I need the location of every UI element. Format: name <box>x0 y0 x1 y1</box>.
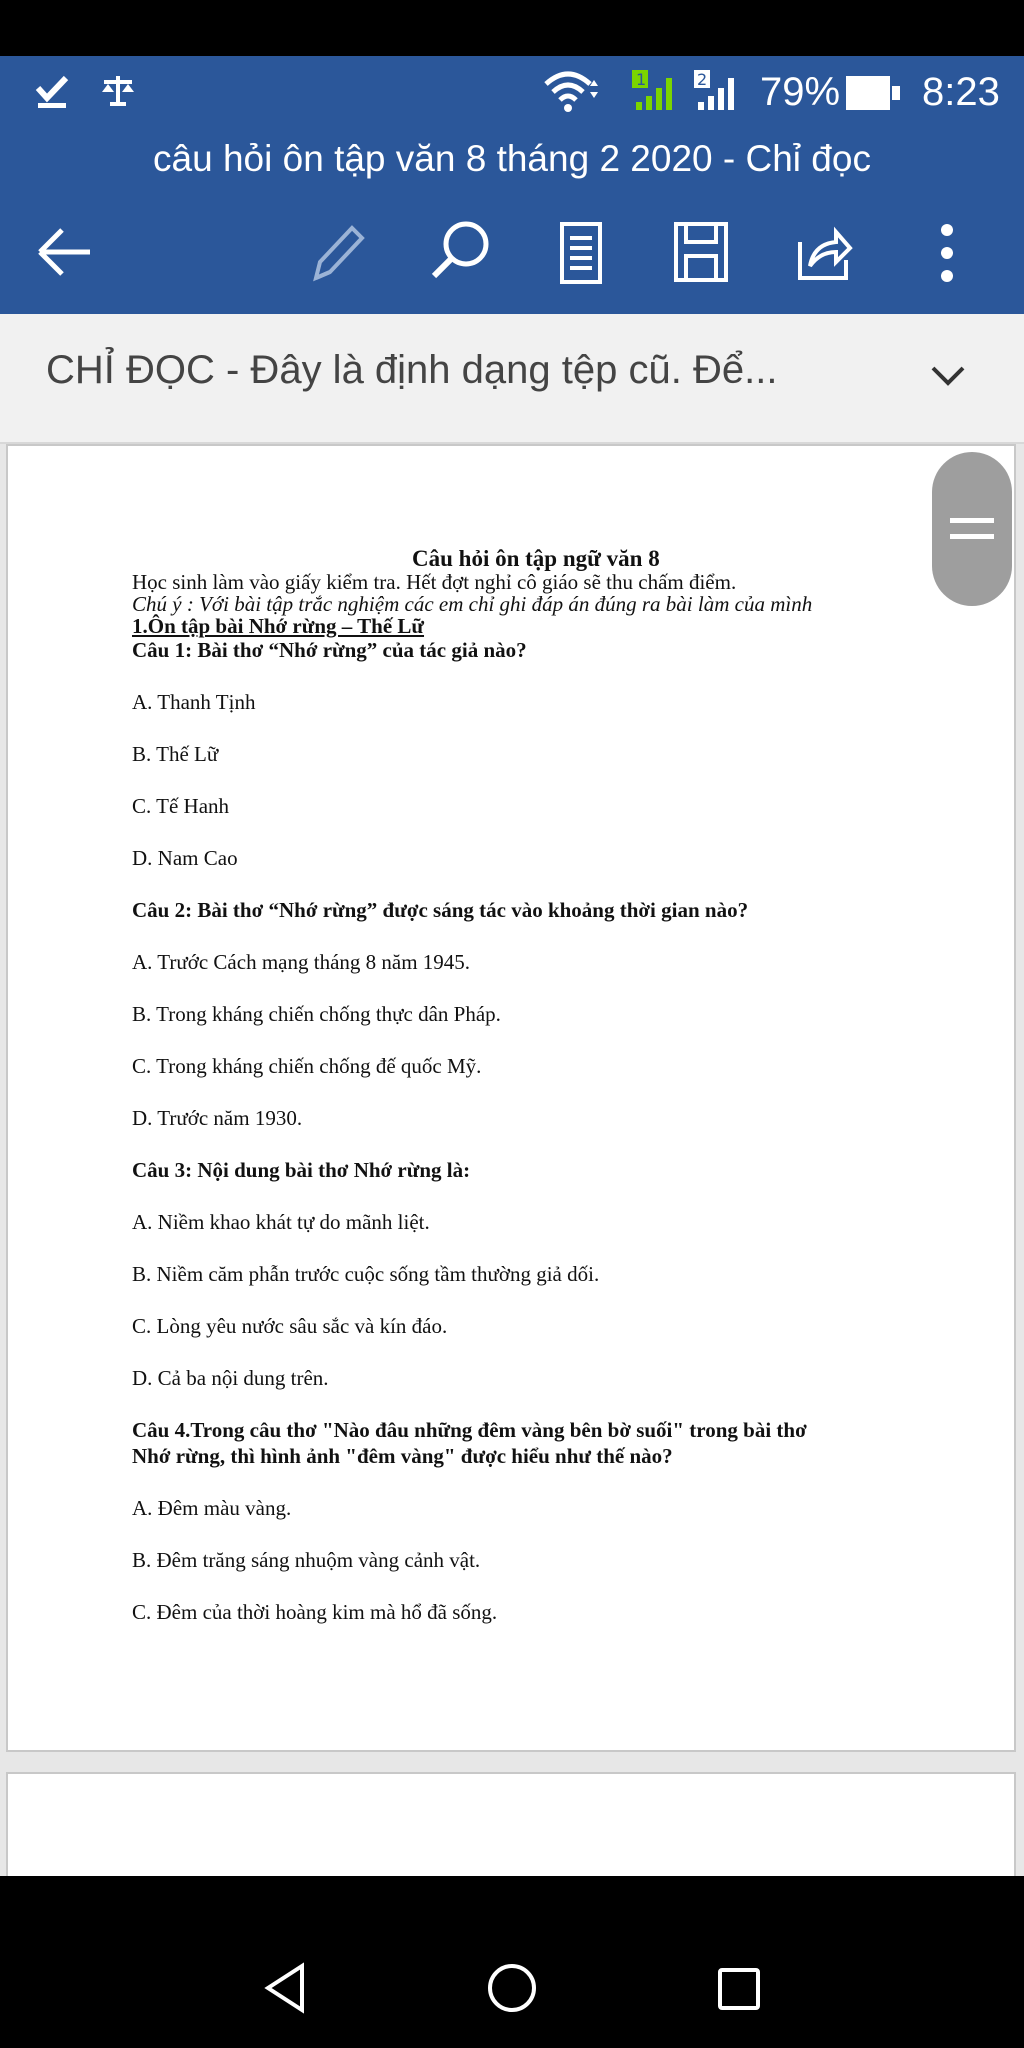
nav-home-icon[interactable] <box>486 1962 538 2014</box>
document-title: câu hỏi ôn tập văn 8 tháng 2 2020 - Chỉ đọc <box>153 138 871 179</box>
doc-section-title: 1.Ôn tập bài Nhớ rừng – Thế Lữ <box>132 614 425 638</box>
drag-handle-icon <box>950 512 994 546</box>
doc-intro: Học sinh làm vào giấy kiểm tra. Hết đợt nghỉ cô giáo sẽ thu chấm điểm. <box>132 570 737 594</box>
battery-icon <box>846 76 902 110</box>
q4-option-a: A. Đêm màu vàng. <box>132 1496 292 1520</box>
q1-option-b: B. Thế Lữ <box>132 742 219 766</box>
share-icon[interactable] <box>794 220 854 284</box>
wifi-icon <box>540 70 600 114</box>
clock: 8:23 <box>922 70 1000 114</box>
q4-option-c: C. Đêm của thời hoàng kim mà hổ đã sống. <box>132 1600 498 1624</box>
svg-text:2: 2 <box>697 70 708 89</box>
back-arrow-icon[interactable] <box>36 226 96 278</box>
doc-note: Chú ý : Với bài tập trắc nghiệm các em chỉ ghi đáp án đúng ra bài làm của mình <box>132 592 813 616</box>
document-page <box>6 444 1016 1752</box>
fast-scroll-handle[interactable] <box>932 452 1012 606</box>
q2-option-d: D. Trước năm 1930. <box>132 1106 303 1130</box>
q2-option-c: C. Trong kháng chiến chống đế quốc Mỹ. <box>132 1054 482 1078</box>
save-icon[interactable] <box>672 220 730 284</box>
question-2: Câu 2: Bài thơ “Nhớ rừng” được sáng tác vào khoảng thời gian nào? <box>132 898 749 922</box>
q2-option-a: A. Trước Cách mạng tháng 8 năm 1945. <box>132 950 471 974</box>
q1-option-a: A. Thanh Tịnh <box>132 690 256 714</box>
search-icon[interactable] <box>428 218 492 282</box>
top-black-bar <box>0 0 1024 56</box>
q3-option-b: B. Niềm căm phẫn trước cuộc sống tầm thường giả dối. <box>132 1262 600 1286</box>
q3-option-c: C. Lòng yêu nước sâu sắc và kín đáo. <box>132 1314 448 1338</box>
reading-view-icon[interactable] <box>558 220 604 286</box>
q3-option-a: A. Niềm khao khát tự do mãnh liệt. <box>132 1210 430 1234</box>
question-4-line-1: Câu 4.Trong câu thơ "Nào đâu những đêm vàng bên bờ suối" trong bài thơ <box>132 1418 807 1442</box>
read-only-banner[interactable] <box>0 314 1024 444</box>
question-1: Câu 1: Bài thơ “Nhớ rừng” của tác giả nào? <box>132 638 527 662</box>
battery-percent: 79% <box>760 70 841 114</box>
banner-text: CHỈ ĐỌC - Đây là định dạng tệp cũ. Để... <box>46 348 778 392</box>
q3-option-d: D. Cả ba nội dung trên. <box>132 1366 329 1390</box>
pencil-icon[interactable] <box>306 220 366 284</box>
system-nav-bar <box>0 1876 1024 2048</box>
q4-option-b: B. Đêm trăng sáng nhuộm vàng cảnh vật. <box>132 1548 481 1572</box>
q1-option-c: C. Tế Hanh <box>132 794 230 818</box>
svg-text:1: 1 <box>636 70 647 89</box>
toolbar <box>0 200 1024 314</box>
chevron-down-icon[interactable] <box>930 364 966 388</box>
sim1-signal-icon <box>630 66 686 114</box>
document-viewport[interactable] <box>0 444 1024 1876</box>
question-3: Câu 3: Nội dung bài thơ Nhớ rừng là: <box>132 1158 471 1182</box>
app-title-bar <box>0 128 1024 200</box>
nav-back-icon[interactable] <box>262 1962 308 2014</box>
doc-heading: Câu hỏi ôn tập ngữ văn 8 <box>412 546 660 571</box>
q2-option-b: B. Trong kháng chiến chống thực dân Pháp. <box>132 1002 501 1026</box>
download-done-icon <box>34 74 70 110</box>
document-page-next <box>6 1772 1016 1876</box>
more-options-icon[interactable] <box>936 222 958 284</box>
sim2-signal-icon <box>692 66 748 114</box>
question-4-line-2: Nhớ rừng, thì hình ảnh "đêm vàng" được hiểu như thế nào? <box>132 1444 673 1468</box>
status-bar <box>0 56 1024 128</box>
scales-icon <box>100 72 136 108</box>
q1-option-d: D. Nam Cao <box>132 846 238 870</box>
nav-recents-icon[interactable] <box>716 1966 762 2012</box>
